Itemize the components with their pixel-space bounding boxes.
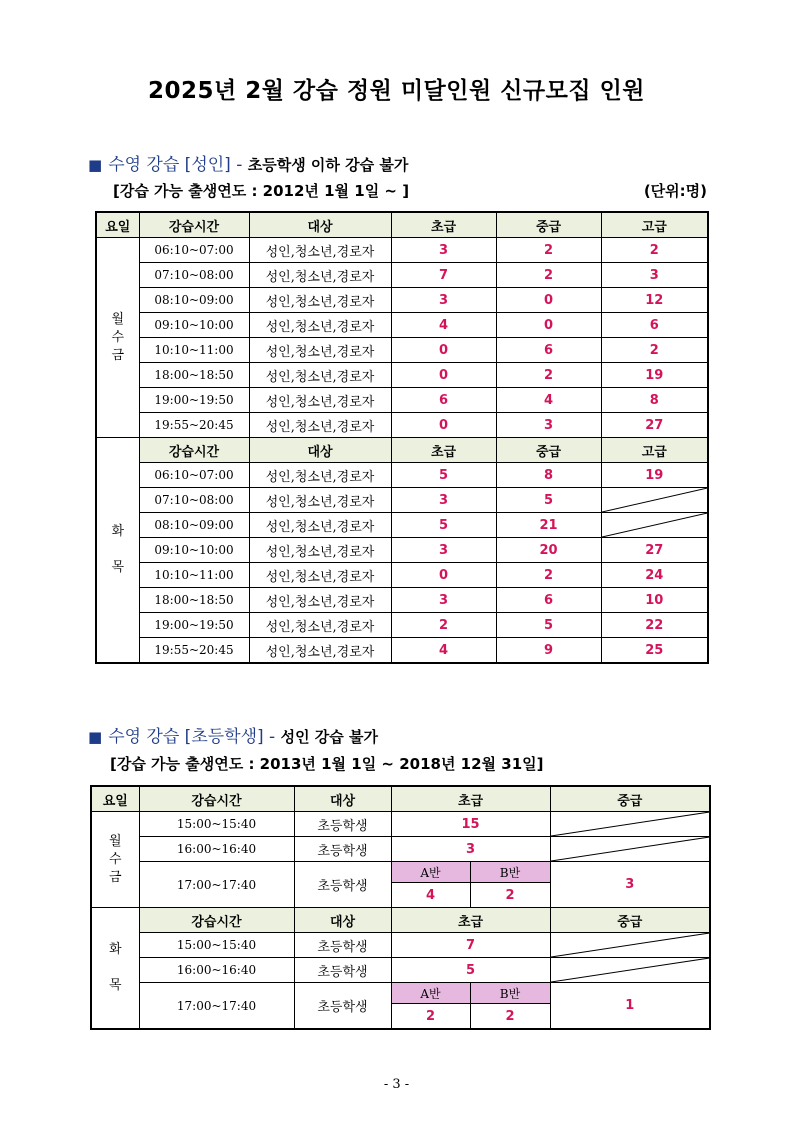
beginner-count: 3	[391, 538, 496, 563]
column-header: 초급	[391, 786, 550, 812]
table-row	[96, 313, 708, 338]
beginner-count: 4	[391, 638, 496, 664]
beginner-count: 3	[391, 288, 496, 313]
beginner-count: 5	[391, 513, 496, 538]
lesson-time: 09:10~10:00	[139, 538, 249, 563]
intermediate-count: 2	[496, 363, 601, 388]
lesson-target: 성인,청소년,경로자	[249, 413, 391, 438]
day-cell	[91, 812, 139, 908]
advanced-count: 22	[601, 613, 708, 638]
table-header-row	[96, 438, 708, 463]
lesson-target: 성인,청소년,경로자	[249, 488, 391, 513]
column-header: 대상	[249, 438, 391, 463]
advanced-count: 8	[601, 388, 708, 413]
class-a-count: 2	[391, 1004, 470, 1030]
column-header: 고급	[601, 438, 708, 463]
intermediate-count: 0	[496, 313, 601, 338]
table-header-row	[96, 212, 708, 238]
table-row	[96, 488, 708, 513]
table-row	[96, 263, 708, 288]
diagonal-slash-icon	[551, 837, 710, 861]
class-a-label: A반	[391, 983, 470, 1004]
column-header: 대상	[294, 908, 391, 933]
beginner-count: 7	[391, 263, 496, 288]
lesson-target: 성인,청소년,경로자	[249, 263, 391, 288]
column-header: 고급	[601, 212, 708, 238]
beginner-count: 7	[391, 933, 550, 958]
table-row	[96, 513, 708, 538]
table-row	[96, 638, 708, 664]
intermediate-count: 20	[496, 538, 601, 563]
advanced-count: 6	[601, 313, 708, 338]
day-spacer	[97, 541, 139, 559]
not-available-cell	[601, 513, 708, 538]
column-header: 초급	[391, 212, 496, 238]
intermediate-count: 2	[496, 263, 601, 288]
column-header: 대상	[294, 786, 391, 812]
beginner-count: 5	[391, 958, 550, 983]
column-header: 초급	[391, 438, 496, 463]
lesson-target: 성인,청소년,경로자	[249, 388, 391, 413]
advanced-count: 12	[601, 288, 708, 313]
advanced-count: 27	[601, 538, 708, 563]
day-label: 화	[108, 942, 122, 957]
intermediate-count: 5	[496, 613, 601, 638]
beginner-count: 0	[391, 363, 496, 388]
table-row	[96, 588, 708, 613]
lesson-target: 성인,청소년,경로자	[249, 563, 391, 588]
lesson-target: 성인,청소년,경로자	[249, 463, 391, 488]
lesson-time: 17:00~17:40	[139, 862, 294, 908]
advanced-count: 3	[601, 263, 708, 288]
lesson-target: 초등학생	[294, 958, 391, 983]
lesson-time: 19:00~19:50	[139, 388, 249, 413]
unit-label: (단위:명)	[643, 182, 707, 200]
table-row	[96, 413, 708, 438]
lesson-time: 16:00~16:40	[139, 837, 294, 862]
advanced-count: 10	[601, 588, 708, 613]
table-row	[96, 363, 708, 388]
lesson-target: 성인,청소년,경로자	[249, 313, 391, 338]
section-note: 성인 강습 불가	[280, 728, 378, 746]
lesson-time: 15:00~15:40	[139, 812, 294, 837]
lesson-time: 18:00~18:50	[139, 363, 249, 388]
lesson-time: 18:00~18:50	[139, 588, 249, 613]
table-row	[91, 958, 710, 983]
beginner-count: 6	[391, 388, 496, 413]
day-label: 목	[108, 978, 122, 993]
column-header: 중급	[550, 908, 710, 933]
table-row	[91, 837, 710, 862]
adult-lesson-table	[95, 211, 709, 664]
beginner-count: 3	[391, 238, 496, 263]
intermediate-count: 21	[496, 513, 601, 538]
day-cell	[96, 438, 139, 664]
lesson-target: 성인,청소년,경로자	[249, 288, 391, 313]
column-header: 요일	[96, 212, 139, 238]
beginner-count: 3	[391, 488, 496, 513]
table-row	[91, 812, 710, 837]
day-cell	[96, 238, 139, 438]
lesson-time: 17:00~17:40	[139, 983, 294, 1030]
square-bullet-icon: ■	[88, 728, 103, 746]
advanced-count: 27	[601, 413, 708, 438]
day-spacer	[92, 959, 139, 977]
lesson-time: 07:10~08:00	[139, 263, 249, 288]
column-header: 강습시간	[139, 438, 249, 463]
lesson-time: 16:00~16:40	[139, 958, 294, 983]
intermediate-count: 4	[496, 388, 601, 413]
column-header: 중급	[496, 212, 601, 238]
day-label: 수	[108, 851, 122, 867]
advanced-count: 24	[601, 563, 708, 588]
not-available-cell	[550, 933, 710, 958]
lesson-target: 성인,청소년,경로자	[249, 513, 391, 538]
day-label: 월	[108, 833, 122, 849]
day-label: 목	[111, 560, 125, 575]
column-header: 강습시간	[139, 212, 249, 238]
intermediate-count: 3	[496, 413, 601, 438]
class-b-count: 2	[470, 883, 550, 908]
lesson-time: 19:55~20:45	[139, 413, 249, 438]
lesson-time: 06:10~07:00	[139, 238, 249, 263]
table-row	[96, 538, 708, 563]
diagonal-slash-icon	[602, 513, 708, 537]
intermediate-count: 3	[550, 862, 710, 908]
column-header: 중급	[496, 438, 601, 463]
not-available-cell	[601, 488, 708, 513]
table-row	[91, 983, 710, 1004]
beginner-count: 4	[391, 313, 496, 338]
column-header: 초급	[391, 908, 550, 933]
intermediate-count: 9	[496, 638, 601, 664]
table-row	[91, 862, 710, 883]
section-heading-child	[88, 722, 378, 747]
intermediate-count: 6	[496, 338, 601, 363]
table-row	[96, 388, 708, 413]
day-label: 화	[111, 524, 125, 539]
birth-year-range: [강습 가능 출생연도 : 2013년 1월 1일 ~ 2018년 12월 31일]	[110, 755, 544, 773]
square-bullet-icon: ■	[88, 156, 103, 174]
lesson-target: 성인,청소년,경로자	[249, 613, 391, 638]
page-title: 2025년 2월 강습 정원 미달인원 신규모집 인원	[147, 78, 646, 104]
intermediate-count: 6	[496, 588, 601, 613]
diagonal-slash-icon	[551, 958, 710, 982]
lesson-time: 19:55~20:45	[139, 638, 249, 664]
day-label: 금	[111, 347, 125, 363]
lesson-target: 성인,청소년,경로자	[249, 238, 391, 263]
section-label: 수영 강습 [성인]	[108, 155, 231, 175]
table-row	[96, 338, 708, 363]
beginner-count: 0	[391, 563, 496, 588]
day-cell	[91, 908, 139, 1030]
table-row	[96, 563, 708, 588]
table-row	[91, 933, 710, 958]
lesson-time: 06:10~07:00	[139, 463, 249, 488]
lesson-time: 09:10~10:00	[139, 313, 249, 338]
intermediate-count: 0	[496, 288, 601, 313]
lesson-time: 10:10~11:00	[139, 338, 249, 363]
lesson-target: 초등학생	[294, 837, 391, 862]
column-header: 강습시간	[139, 908, 294, 933]
section-heading-adult	[88, 150, 408, 175]
beginner-count: 15	[391, 812, 550, 837]
not-available-cell	[550, 812, 710, 837]
lesson-target: 초등학생	[294, 862, 391, 908]
table-row	[96, 463, 708, 488]
lesson-target: 성인,청소년,경로자	[249, 538, 391, 563]
birth-year-range: [강습 가능 출생연도 : 2012년 1월 1일 ~ ]	[113, 182, 410, 200]
section-note: 초등학생 이하 강습 불가	[247, 156, 409, 174]
intermediate-count: 8	[496, 463, 601, 488]
lesson-time: 15:00~15:40	[139, 933, 294, 958]
beginner-count: 3	[391, 588, 496, 613]
intermediate-count: 2	[496, 563, 601, 588]
lesson-target: 성인,청소년,경로자	[249, 588, 391, 613]
child-lesson-table	[90, 785, 711, 1030]
advanced-count: 25	[601, 638, 708, 664]
lesson-time: 19:00~19:50	[139, 613, 249, 638]
diagonal-slash-icon	[602, 488, 708, 512]
lesson-target: 초등학생	[294, 812, 391, 837]
section-label: 수영 강습 [초등학생]	[108, 727, 264, 747]
diagonal-slash-icon	[551, 812, 710, 836]
lesson-target: 초등학생	[294, 983, 391, 1030]
advanced-count: 19	[601, 363, 708, 388]
class-b-count: 2	[470, 1004, 550, 1030]
column-header: 중급	[550, 786, 710, 812]
column-header: 요일	[91, 786, 139, 812]
beginner-count: 0	[391, 413, 496, 438]
not-available-cell	[550, 958, 710, 983]
lesson-time: 07:10~08:00	[139, 488, 249, 513]
intermediate-count: 1	[550, 983, 710, 1030]
table-row	[96, 238, 708, 263]
lesson-time: 10:10~11:00	[139, 563, 249, 588]
lesson-target: 성인,청소년,경로자	[249, 638, 391, 664]
day-label: 금	[108, 869, 122, 885]
advanced-count: 19	[601, 463, 708, 488]
lesson-target: 초등학생	[294, 933, 391, 958]
class-b-label: B반	[470, 983, 550, 1004]
table-row	[96, 288, 708, 313]
table-header-row	[91, 908, 710, 933]
day-label: 수	[111, 329, 125, 345]
section-dash: -	[269, 727, 276, 747]
section-dash: -	[236, 155, 243, 175]
lesson-time: 08:10~09:00	[139, 288, 249, 313]
advanced-count: 2	[601, 238, 708, 263]
class-b-label: B반	[470, 862, 550, 883]
column-header: 대상	[249, 212, 391, 238]
table-header-row	[91, 786, 710, 812]
beginner-count: 2	[391, 613, 496, 638]
class-a-label: A반	[391, 862, 470, 883]
lesson-target: 성인,청소년,경로자	[249, 363, 391, 388]
beginner-count: 0	[391, 338, 496, 363]
diagonal-slash-icon	[551, 933, 710, 957]
lesson-target: 성인,청소년,경로자	[249, 338, 391, 363]
class-a-count: 4	[391, 883, 470, 908]
beginner-count: 3	[391, 837, 550, 862]
day-label: 월	[111, 311, 125, 327]
lesson-time: 08:10~09:00	[139, 513, 249, 538]
column-header: 강습시간	[139, 786, 294, 812]
intermediate-count: 2	[496, 238, 601, 263]
intermediate-count: 5	[496, 488, 601, 513]
page-number: - 3 -	[383, 1077, 410, 1092]
table-row	[96, 613, 708, 638]
beginner-count: 5	[391, 463, 496, 488]
advanced-count: 2	[601, 338, 708, 363]
not-available-cell	[550, 837, 710, 862]
